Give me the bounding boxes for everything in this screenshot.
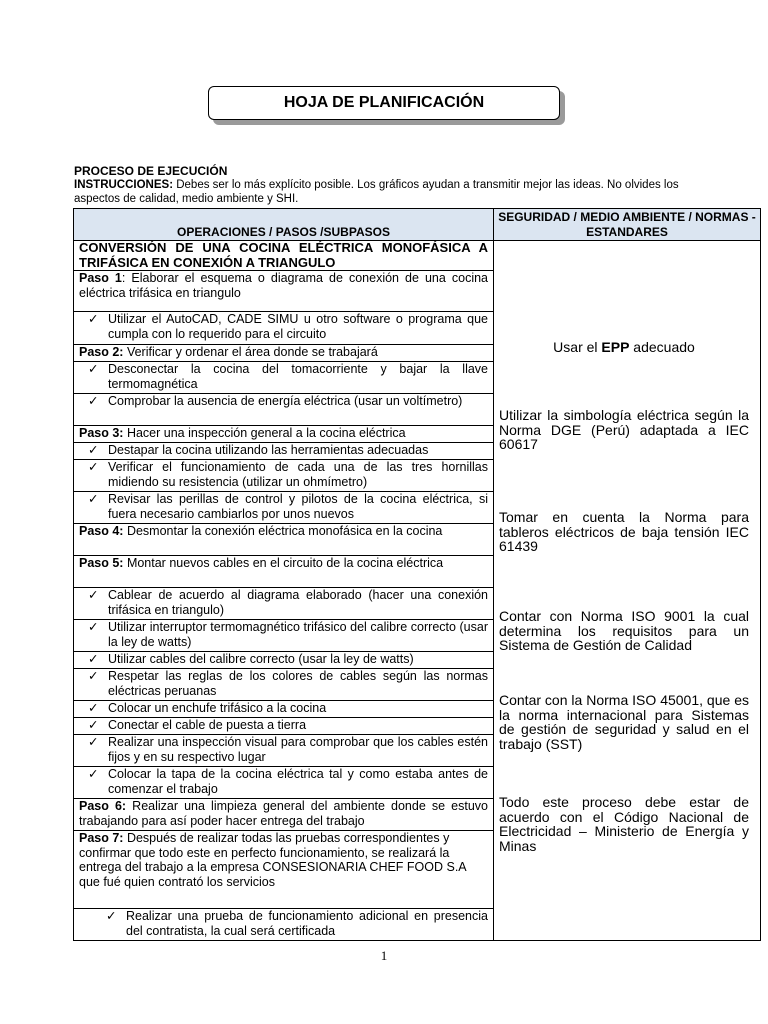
check-mark-icon: ✓ — [88, 652, 99, 666]
check-mark-icon: ✓ — [106, 909, 117, 923]
process-heading: PROCESO DE EJECUCIÓN — [74, 164, 228, 178]
step-label: Paso 4: — [79, 524, 124, 538]
epp-note — [499, 340, 749, 355]
check-mark-icon: ✓ — [88, 718, 99, 732]
substep-cell — [74, 460, 494, 492]
col-safety-header: SEGURIDAD / MEDIO AMBIENTE / NORMAS - ESTANDARES — [494, 209, 761, 241]
check-mark-icon: ✓ — [88, 620, 99, 634]
substep-text: Colocar la tapa de la cocina eléctrica tal y como estaba antes de comenzar el trabajo — [108, 767, 488, 796]
step-label: Paso 3: — [79, 426, 124, 440]
epp-bold: EPP — [601, 339, 630, 355]
step-cell — [74, 799, 494, 831]
step-cell — [74, 426, 494, 443]
step-text: Elaborar el esquema o diagrama de conexión de una cocina eléctrica trifásica en triangulo — [79, 271, 488, 300]
step-text: Después de realizar todas las pruebas correspondientes y confirmar que todo este en perfecto funcionamiento, se realizará la entrega del trabajo a la empresa CONSESIONARIA CHEF FOOD S.A que fué quien contrató los servicios — [79, 831, 466, 889]
page-title: HOJA DE PLANIFICACIÓN — [208, 86, 560, 120]
substep-cell — [74, 620, 494, 652]
step-label: Paso 2: — [79, 345, 124, 359]
substep-text: Revisar las perillas de control y pilotos de la cocina eléctrica, si fuera necesario cambiarlos por unos nuevos — [108, 492, 488, 521]
substep-cell — [74, 443, 494, 460]
epp-prefix: Usar el — [553, 339, 602, 355]
substep-cell — [74, 718, 494, 735]
check-mark-icon: ✓ — [88, 362, 99, 376]
substep-cell — [74, 588, 494, 620]
substep-text: Utilizar interruptor termomagnético trifásico del calibre correcto (usar la ley de watts) — [108, 620, 488, 649]
substep-text: Cablear de acuerdo al diagrama elaborado (hacer una conexión trifásica en triangulo) — [108, 588, 488, 617]
step-label: Paso 7: — [79, 831, 124, 845]
step-text: Desmontar la conexión eléctrica monofásica en la cocina — [123, 524, 443, 538]
step-separator: : — [121, 271, 126, 285]
planning-table — [73, 208, 761, 941]
step-cell — [74, 831, 494, 909]
instructions-text: Debes ser lo más explícito posible. Los gráficos ayudan a transmitir mejor las ideas. No olvides los aspectos de calidad, medio ambiente y SHI. — [74, 179, 679, 205]
col-operations-header: OPERACIONES / PASOS /SUBPASOS — [74, 209, 494, 241]
substep-cell — [74, 312, 494, 345]
check-mark-icon: ✓ — [88, 701, 99, 715]
page-number: 1 — [380, 948, 388, 963]
step-text: Montar nuevos cables en el circuito de la cocina eléctrica — [123, 556, 444, 570]
substep-text: Utilizar el AutoCAD, CADE SIMU u otro software o programa que cumpla con lo requerido para el circuito — [108, 312, 488, 341]
check-mark-icon: ✓ — [88, 669, 99, 683]
substep-text: Colocar un enchufe trifásico a la cocina — [108, 701, 327, 715]
step-cell — [74, 524, 494, 556]
instructions-label: INSTRUCCIONES: — [74, 179, 174, 191]
step-label: Paso 6: — [79, 799, 127, 813]
substep-text: Desconectar la cocina del tomacorriente y bajar la llave termomagnética — [108, 362, 488, 391]
note-dge: Utilizar la simbología eléctrica según la Norma DGE (Perú) adaptada a IEC 60617 — [499, 407, 749, 452]
substep-text: Realizar una prueba de funcionamiento adicional en presencia del contratista, la cual será certificada — [126, 909, 488, 938]
substep-text: Utilizar cables del calibre correcto (usar la ley de watts) — [108, 652, 414, 666]
step-label: Paso 5: — [79, 556, 124, 570]
step-label: Paso 1 — [79, 271, 122, 285]
table-header-row — [74, 209, 761, 241]
note-iec: Tomar en cuenta la Norma para tableros eléctricos de baja tensión IEC 61439 — [499, 509, 749, 554]
step-cell — [74, 345, 494, 362]
note-cne: Todo este proceso debe estar de acuerdo con el Código Nacional de Electricidad – Ministerio de Energía y Minas — [499, 794, 749, 854]
substep-text: Comprobar la ausencia de energía eléctrica (usar un voltímetro) — [108, 394, 463, 408]
check-mark-icon: ✓ — [88, 394, 99, 408]
check-mark-icon: ✓ — [88, 460, 99, 474]
check-mark-icon: ✓ — [88, 735, 99, 749]
operation-title-row — [74, 241, 761, 271]
step-text: Verificar y ordenar el área donde se trabajará — [123, 345, 378, 359]
step-text: Hacer una inspección general a la cocina eléctrica — [123, 426, 406, 440]
safety-notes-cell — [494, 241, 761, 941]
substep-cell — [74, 394, 494, 426]
substep-text: Conectar el cable de puesta a tierra — [108, 718, 307, 732]
substep-cell — [74, 701, 494, 718]
substep-cell — [74, 767, 494, 799]
substep-cell — [74, 669, 494, 701]
step-cell — [74, 271, 494, 312]
check-mark-icon: ✓ — [88, 588, 99, 602]
substep-text: Realizar una inspección visual para comprobar que los cables estén fijos y en su respectivo lugar — [108, 735, 488, 764]
substep-text: Respetar las reglas de los colores de cables según las normas eléctricas peruanas — [108, 669, 488, 698]
check-mark-icon: ✓ — [88, 767, 99, 781]
substep-cell — [74, 735, 494, 767]
operation-title: CONVERSIÓN DE UNA COCINA ELÉCTRICA MONOFÁSICA A TRIFÁSICA EN CONEXIÓN A TRIANGULO — [74, 241, 494, 271]
check-mark-icon: ✓ — [88, 443, 99, 457]
substep-cell — [74, 492, 494, 524]
step-cell — [74, 556, 494, 588]
step-text: Realizar una limpieza general del ambiente donde se estuvo trabajando para así poder hacer entrega del trabajo — [79, 799, 488, 828]
check-mark-icon: ✓ — [88, 492, 99, 506]
check-mark-icon: ✓ — [88, 312, 99, 326]
substep-cell — [74, 362, 494, 394]
epp-suffix: adecuado — [629, 339, 695, 355]
note-iso9001: Contar con Norma ISO 9001 la cual determina los requisitos para un Sistema de Gestión de Calidad — [499, 608, 749, 653]
substep-text: Verificar el funcionamiento de cada una de las tres hornillas midiendo su resistencia (utilizar un ohmímetro) — [108, 460, 488, 489]
substep-cell — [74, 652, 494, 669]
substep-cell — [74, 909, 494, 941]
instructions — [74, 178, 694, 206]
intro-block — [74, 164, 694, 206]
note-iso45001: Contar con la Norma ISO 45001, que es la norma internacional para Sistemas de gestión de seguridad y salud en el trabajo (SST) — [499, 692, 749, 752]
substep-text: Destapar la cocina utilizando las herramientas adecuadas — [108, 443, 429, 457]
